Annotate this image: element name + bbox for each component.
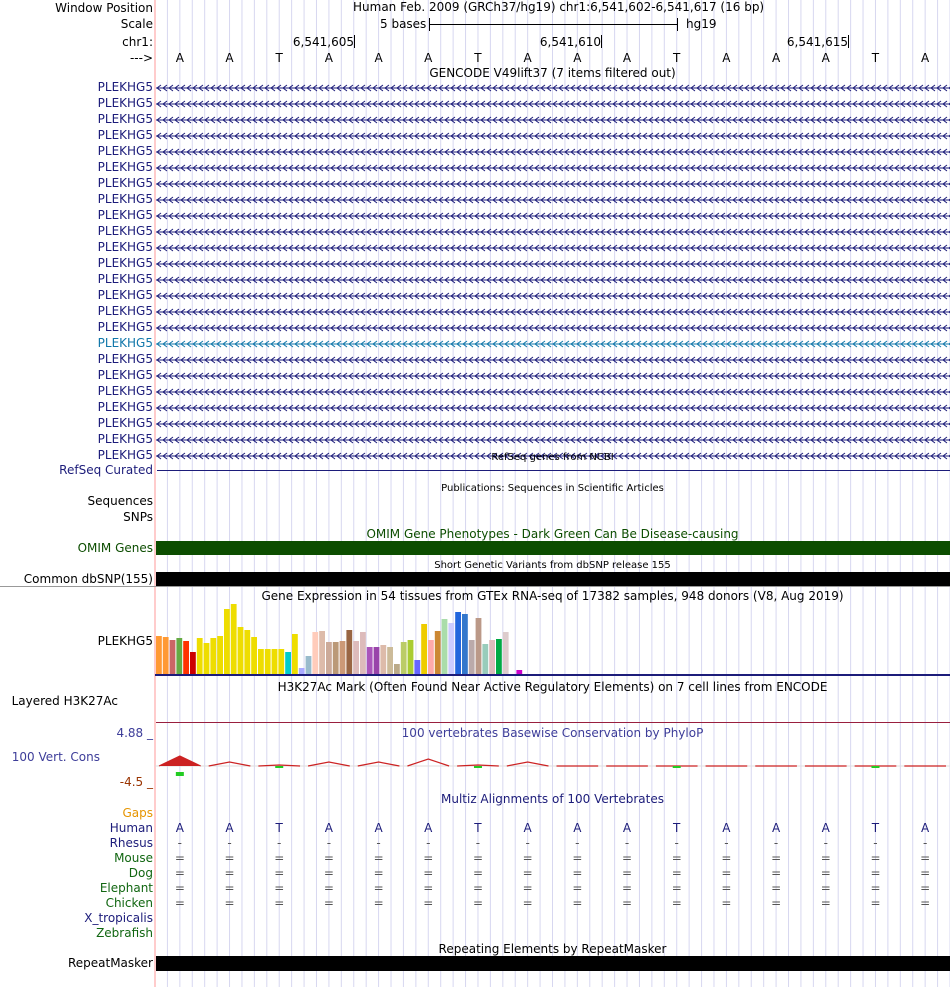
dbsnp-variant-bar[interactable] (156, 572, 950, 586)
gtex-tissue-bar[interactable] (374, 647, 380, 674)
conservation-peak (159, 756, 201, 766)
alignment-base: = (721, 851, 732, 865)
multiz-species-label[interactable]: Chicken (105, 896, 153, 910)
gencode-transcript-label[interactable]: PLEKHG5 (97, 192, 153, 206)
alignment-base: = (820, 881, 831, 895)
scale-bases-text: 5 bases (380, 17, 427, 31)
alignment-base: - (376, 836, 381, 850)
alignment-base: = (522, 851, 533, 865)
alignment-base: = (522, 881, 533, 895)
alignment-base: T (275, 821, 283, 835)
conservation-plot[interactable] (155, 752, 950, 782)
gencode-transcript-label[interactable]: PLEKHG5 (97, 432, 153, 446)
gencode-transcript-label[interactable]: PLEKHG5 (97, 224, 153, 238)
alignment-base: = (572, 851, 583, 865)
alignment-base: = (622, 896, 633, 910)
gtex-tissue-bar[interactable] (231, 604, 237, 674)
gtex-tissue-bar[interactable] (489, 640, 495, 674)
omim-track-label[interactable]: OMIM Genes (77, 541, 153, 555)
gencode-transcript[interactable] (155, 336, 950, 352)
gencode-transcript[interactable] (155, 192, 950, 208)
base-letter: A (324, 51, 334, 65)
conservation-negative-mark (176, 772, 184, 776)
conservation-peak (209, 762, 251, 766)
alignment-base: = (323, 851, 334, 865)
gencode-transcript-label[interactable]: PLEKHG5 (97, 336, 153, 350)
alignment-base: = (870, 851, 881, 865)
gtex-tissue-bar[interactable] (258, 649, 264, 674)
conservation-negative-mark (275, 766, 283, 768)
alignment-base: = (771, 881, 782, 895)
track-divider (0, 586, 950, 587)
gtex-tissue-bar[interactable] (516, 670, 522, 674)
conservation-track-label[interactable]: 100 Vert. Cons (11, 750, 100, 764)
alignment-base: = (671, 881, 682, 895)
alignment-base: = (274, 896, 285, 910)
gtex-tissue-bar[interactable] (319, 631, 325, 674)
gtex-tissue-bar[interactable] (380, 645, 386, 674)
gencode-track-title: GENCODE V49lift37 (7 items filtered out) (429, 66, 676, 80)
alignment-base: A (573, 821, 582, 835)
gencode-transcript[interactable] (155, 208, 950, 224)
gencode-transcript-label[interactable]: PLEKHG5 (97, 160, 153, 174)
multiz-species-label[interactable]: Rhesus (109, 836, 153, 850)
gencode-transcript-label[interactable]: PLEKHG5 (97, 416, 153, 430)
gtex-tissue-bar[interactable] (421, 624, 427, 674)
gtex-tissue-bar[interactable] (163, 637, 169, 674)
publications-track-title: Publications: Sequences in Scientific Articles (441, 483, 664, 494)
gtex-tissue-bar[interactable] (435, 631, 441, 674)
alignment-base: - (674, 836, 679, 850)
alignment-base: = (174, 896, 185, 910)
alignment-base: T (673, 821, 681, 835)
gencode-transcript[interactable] (155, 288, 950, 304)
base-letter: A (921, 51, 930, 65)
alignment-base: = (622, 866, 633, 880)
gencode-transcript-label[interactable]: PLEKHG5 (97, 288, 153, 302)
alignment-base: = (323, 866, 334, 880)
gtex-tissue-bar[interactable] (428, 640, 434, 674)
scale-assembly-text: hg19 (686, 17, 717, 31)
gtex-tissue-bar[interactable] (190, 652, 196, 674)
gencode-transcript[interactable] (155, 320, 950, 336)
position-tick (354, 35, 355, 48)
alignment-base: - (724, 836, 729, 850)
alignment-base: A (771, 821, 781, 835)
conservation-max-label: 4.88 _ (116, 726, 153, 740)
base-letter: A (225, 51, 234, 65)
gtex-tissue-bar[interactable] (333, 642, 339, 674)
alignment-base: = (721, 866, 732, 880)
alignment-base: = (274, 866, 285, 880)
gtex-tissue-bar[interactable] (156, 636, 162, 674)
alignment-base: = (472, 851, 484, 865)
alignment-base: = (771, 896, 782, 910)
gtex-tissue-bar[interactable] (387, 647, 393, 674)
gtex-tissue-bar[interactable] (312, 632, 318, 674)
conservation-peak (507, 762, 549, 766)
alignment-base: A (374, 821, 383, 835)
alignment-base: = (274, 881, 285, 895)
alignment-base: - (575, 836, 580, 850)
gtex-tissue-bar[interactable] (204, 643, 210, 674)
omim-track-title: OMIM Gene Phenotypes - Dark Green Can Be Disease-causing (366, 527, 739, 541)
gencode-transcript-label[interactable]: PLEKHG5 (97, 112, 153, 126)
alignment-base: = (472, 881, 484, 895)
position-tick-label: 6,541,605 (292, 35, 354, 49)
gtex-tissue-bar[interactable] (265, 649, 271, 674)
gencode-transcript[interactable] (155, 160, 950, 176)
alignment-base: = (373, 866, 384, 880)
alignment-base: = (671, 896, 682, 910)
gtex-tissue-bar[interactable] (503, 632, 509, 674)
alignment-base: A (622, 821, 632, 835)
alignment-base: = (224, 881, 235, 895)
gtex-tissue-bar[interactable] (292, 634, 298, 674)
alignment-base: A (821, 821, 830, 835)
gtex-tissue-bar[interactable] (353, 641, 359, 674)
alignment-base: = (721, 881, 732, 895)
alignment-base: = (870, 896, 881, 910)
multiz-species-label[interactable]: X_tropicalis (84, 911, 153, 925)
gencode-transcript[interactable] (155, 272, 950, 288)
publications-snps-label[interactable]: SNPs (123, 510, 153, 524)
gencode-transcript[interactable] (155, 352, 950, 368)
alignment-base: - (823, 836, 828, 850)
alignment-base: A (175, 821, 184, 835)
gencode-transcript-label[interactable]: PLEKHG5 (97, 304, 153, 318)
gtex-tissue-bar[interactable] (401, 642, 407, 674)
gencode-transcript-label[interactable]: PLEKHG5 (97, 320, 153, 334)
gtex-tissue-bar[interactable] (408, 640, 414, 674)
gencode-transcript[interactable] (155, 112, 950, 128)
gencode-transcript-label[interactable]: PLEKHG5 (97, 128, 153, 142)
gtex-tissue-bar[interactable] (476, 618, 482, 674)
h3k27ac-signal-baseline (156, 722, 950, 723)
gencode-transcript[interactable] (155, 224, 950, 240)
alignment-base: - (426, 836, 431, 850)
gtex-tissue-bar[interactable] (326, 642, 332, 674)
multiz-species-label[interactable]: Dog (128, 866, 153, 880)
position-tick (601, 35, 602, 48)
base-letter: A (771, 51, 781, 65)
multiz-gaps-label[interactable]: Gaps (122, 806, 153, 820)
alignment-base: - (277, 836, 282, 850)
alignment-base: = (522, 866, 533, 880)
gencode-transcript[interactable] (155, 400, 950, 416)
alignment-base: = (522, 896, 533, 910)
alignment-base: = (572, 881, 583, 895)
alignment-base: A (722, 821, 731, 835)
gencode-transcript[interactable] (155, 432, 950, 448)
alignment-base: = (920, 866, 931, 880)
alignment-base: A (225, 821, 234, 835)
gtex-tissue-bar[interactable] (176, 638, 182, 674)
gtex-tissue-bar[interactable] (210, 638, 216, 674)
base-letter: T (474, 51, 482, 65)
alignment-base: - (177, 836, 183, 850)
gtex-tissue-bar[interactable] (285, 652, 291, 674)
alignment-base: - (227, 836, 232, 850)
refseq-track-label[interactable]: RefSeq Curated (59, 463, 153, 477)
gencode-transcript-label[interactable]: PLEKHG5 (97, 352, 153, 366)
gencode-transcript[interactable] (155, 96, 950, 112)
alignment-base: - (326, 836, 332, 850)
conservation-track-title: 100 vertebrates Basewise Conservation by PhyloP (401, 726, 704, 740)
alignment-base: = (323, 881, 334, 895)
gencode-transcript-label[interactable]: PLEKHG5 (97, 384, 153, 398)
alignment-base: A (523, 821, 532, 835)
alignment-base: = (423, 866, 434, 880)
alignment-base: = (472, 896, 484, 910)
position-tick-label: 6,541,615 (786, 35, 848, 49)
alignment-base: = (373, 851, 384, 865)
gencode-transcript[interactable] (155, 368, 950, 384)
alignment-base: = (671, 851, 682, 865)
position-tick-label: 6,541,610 (539, 35, 601, 49)
alignment-base: = (224, 896, 235, 910)
alignment-base: = (920, 896, 931, 910)
gencode-transcript[interactable] (155, 304, 950, 320)
gtex-tissue-bar[interactable] (455, 612, 461, 674)
gtex-tissue-bar[interactable] (224, 609, 230, 674)
multiz-species-label[interactable]: Elephant (99, 881, 153, 895)
gencode-transcript-label[interactable]: PLEKHG5 (97, 80, 153, 94)
scale-label: Scale (120, 17, 153, 31)
alignment-base: = (224, 866, 235, 880)
gtex-tissue-bar[interactable] (197, 638, 203, 674)
gencode-transcript-label[interactable]: PLEKHG5 (97, 368, 153, 382)
repeatmasker-bar[interactable] (156, 956, 950, 971)
multiz-species-label[interactable]: Zebrafish (96, 926, 153, 940)
gencode-transcript[interactable] (155, 144, 950, 160)
alignment-base: - (624, 836, 630, 850)
gencode-transcript[interactable] (155, 256, 950, 272)
gtex-tissue-bar[interactable] (414, 660, 420, 674)
gencode-transcript-label[interactable]: PLEKHG5 (97, 208, 153, 222)
alignment-base: = (622, 851, 633, 865)
gtex-track-label[interactable]: PLEKHG5 (97, 634, 153, 648)
assembly-position-text: Human Feb. 2009 (GRCh37/hg19) chr1:6,541,602-6,541,617 (16 bp) (353, 0, 765, 14)
dbsnp-track-label[interactable]: Common dbSNP(155) (23, 572, 153, 586)
base-letter: A (523, 51, 532, 65)
window-position-label: Window Position (55, 1, 153, 15)
alignment-base: = (472, 866, 484, 880)
gtex-tissue-bar[interactable] (394, 664, 400, 674)
gtex-tissue-bar[interactable] (272, 649, 278, 674)
alignment-base: = (771, 866, 782, 880)
gtex-tissue-bar[interactable] (278, 649, 284, 674)
gtex-tissue-bar[interactable] (367, 647, 373, 674)
repeatmasker-track-title: Repeating Elements by RepeatMasker (438, 942, 667, 956)
alignment-base: - (475, 836, 481, 850)
gencode-transcript-label[interactable]: PLEKHG5 (97, 176, 153, 190)
conservation-negative-mark (474, 766, 482, 768)
alignment-base: = (174, 881, 185, 895)
base-letter: A (722, 51, 731, 65)
strand-label: ---> (129, 51, 153, 65)
alignment-base: = (920, 851, 931, 865)
alignment-base: = (274, 851, 285, 865)
gtex-tissue-bar[interactable] (469, 640, 475, 674)
gencode-transcript[interactable] (155, 240, 950, 256)
gencode-transcript[interactable] (155, 176, 950, 192)
conservation-peak (308, 762, 350, 766)
alignment-base: = (423, 851, 434, 865)
gtex-tissue-bar[interactable] (217, 636, 223, 674)
scale-bar (429, 17, 678, 32)
gtex-tissue-bar[interactable] (244, 630, 250, 674)
alignment-base: = (572, 866, 583, 880)
multiz-species-label[interactable]: Human (109, 821, 153, 835)
base-letter: A (573, 51, 582, 65)
gtex-tissue-bar[interactable] (251, 637, 257, 674)
gencode-transcript[interactable] (155, 416, 950, 432)
alignment-base: A (424, 821, 433, 835)
gtex-tissue-bar[interactable] (448, 623, 454, 674)
h3k27ac-track-label[interactable]: Layered H3K27Ac (11, 694, 118, 708)
gtex-track-title: Gene Expression in 54 tissues from GTEx RNA-seq of 17382 samples, 948 donors (V8, Aug 2019) (261, 589, 844, 603)
gtex-tissue-bar[interactable] (306, 656, 312, 674)
gencode-transcript[interactable] (155, 384, 950, 400)
alignment-base: = (721, 896, 732, 910)
alignment-base: = (671, 866, 682, 880)
alignment-base: A (324, 821, 334, 835)
gtex-tissue-bar[interactable] (299, 668, 305, 674)
alignment-base: = (771, 851, 782, 865)
conservation-negative-mark (673, 766, 681, 768)
gencode-transcript-label[interactable]: PLEKHG5 (97, 240, 153, 254)
alignment-base: = (820, 896, 831, 910)
gencode-transcript-label[interactable]: PLEKHG5 (97, 144, 153, 158)
gencode-transcript-label[interactable]: PLEKHG5 (97, 448, 153, 462)
gtex-tissue-bar[interactable] (482, 644, 488, 674)
alignment-base: = (373, 881, 384, 895)
gtex-tissue-bar[interactable] (462, 614, 468, 674)
alignment-base: = (870, 881, 881, 895)
multiz-species-label[interactable]: Mouse (114, 851, 153, 865)
alignment-base: = (423, 881, 434, 895)
conservation-peak (407, 759, 449, 766)
alignment-base: = (174, 851, 185, 865)
gtex-tissue-bar[interactable] (346, 630, 352, 674)
gencode-transcript[interactable] (155, 80, 950, 96)
gencode-transcript-label[interactable]: PLEKHG5 (97, 96, 153, 110)
alignment-base: - (922, 836, 928, 850)
gtex-expression-chart[interactable] (155, 602, 950, 677)
conservation-negative-mark (871, 766, 879, 768)
alignment-base: = (572, 896, 583, 910)
base-letter: T (673, 51, 681, 65)
base-letter: A (424, 51, 433, 65)
gencode-transcript-label[interactable]: PLEKHG5 (97, 272, 153, 286)
base-letter: A (821, 51, 830, 65)
alignment-base: A (921, 821, 930, 835)
alignment-base: - (773, 836, 779, 850)
alignment-base: = (820, 851, 831, 865)
alignment-base: = (174, 866, 185, 880)
dbsnp-track-title: Short Genetic Variants from dbSNP release 155 (434, 560, 671, 571)
alignment-base: = (373, 896, 384, 910)
multiz-track-title: Multiz Alignments of 100 Vertebrates (440, 792, 665, 806)
gtex-tissue-bar[interactable] (442, 619, 448, 674)
base-letter: A (622, 51, 632, 65)
base-letter: T (275, 51, 283, 65)
alignment-base: T (474, 821, 482, 835)
gtex-tissue-bar[interactable] (170, 640, 176, 674)
chromosome-label: chr1: (122, 35, 153, 49)
gencode-transcript-label[interactable]: PLEKHG5 (97, 256, 153, 270)
base-letter: T (871, 51, 880, 65)
gtex-tissue-bar[interactable] (238, 627, 244, 674)
alignment-base: - (873, 836, 878, 850)
gtex-tissue-bar[interactable] (360, 632, 366, 674)
refseq-gene-line[interactable] (157, 470, 950, 471)
conservation-min-label: -4.5 _ (119, 775, 153, 789)
gencode-transcript[interactable] (155, 128, 950, 144)
alignment-base: = (870, 866, 881, 880)
conservation-peak (358, 762, 400, 766)
alignment-base: = (820, 866, 831, 880)
base-letter: A (374, 51, 383, 65)
position-tick (848, 35, 849, 48)
alignment-base: = (622, 881, 633, 895)
repeatmasker-track-label[interactable]: RepeatMasker (67, 956, 153, 970)
base-letter: A (175, 51, 184, 65)
gtex-tissue-bar[interactable] (496, 639, 502, 674)
alignment-base: = (920, 881, 931, 895)
alignment-base: = (323, 896, 334, 910)
alignment-base: = (423, 896, 434, 910)
alignment-base: = (224, 851, 235, 865)
alignment-base: T (871, 821, 880, 835)
gtex-tissue-bar[interactable] (340, 641, 346, 674)
publications-sequences-label[interactable]: Sequences (87, 494, 153, 508)
gtex-tissue-bar[interactable] (183, 641, 189, 674)
refseq-track-title: RefSeq genes from NCBI (491, 452, 614, 463)
gencode-transcript-label[interactable]: PLEKHG5 (97, 400, 153, 414)
h3k27ac-track-title: H3K27Ac Mark (Often Found Near Active Regulatory Elements) on 7 cell lines from ENCODE (277, 680, 828, 694)
alignment-base: - (525, 836, 530, 850)
omim-phenotype-bar[interactable] (156, 541, 950, 555)
